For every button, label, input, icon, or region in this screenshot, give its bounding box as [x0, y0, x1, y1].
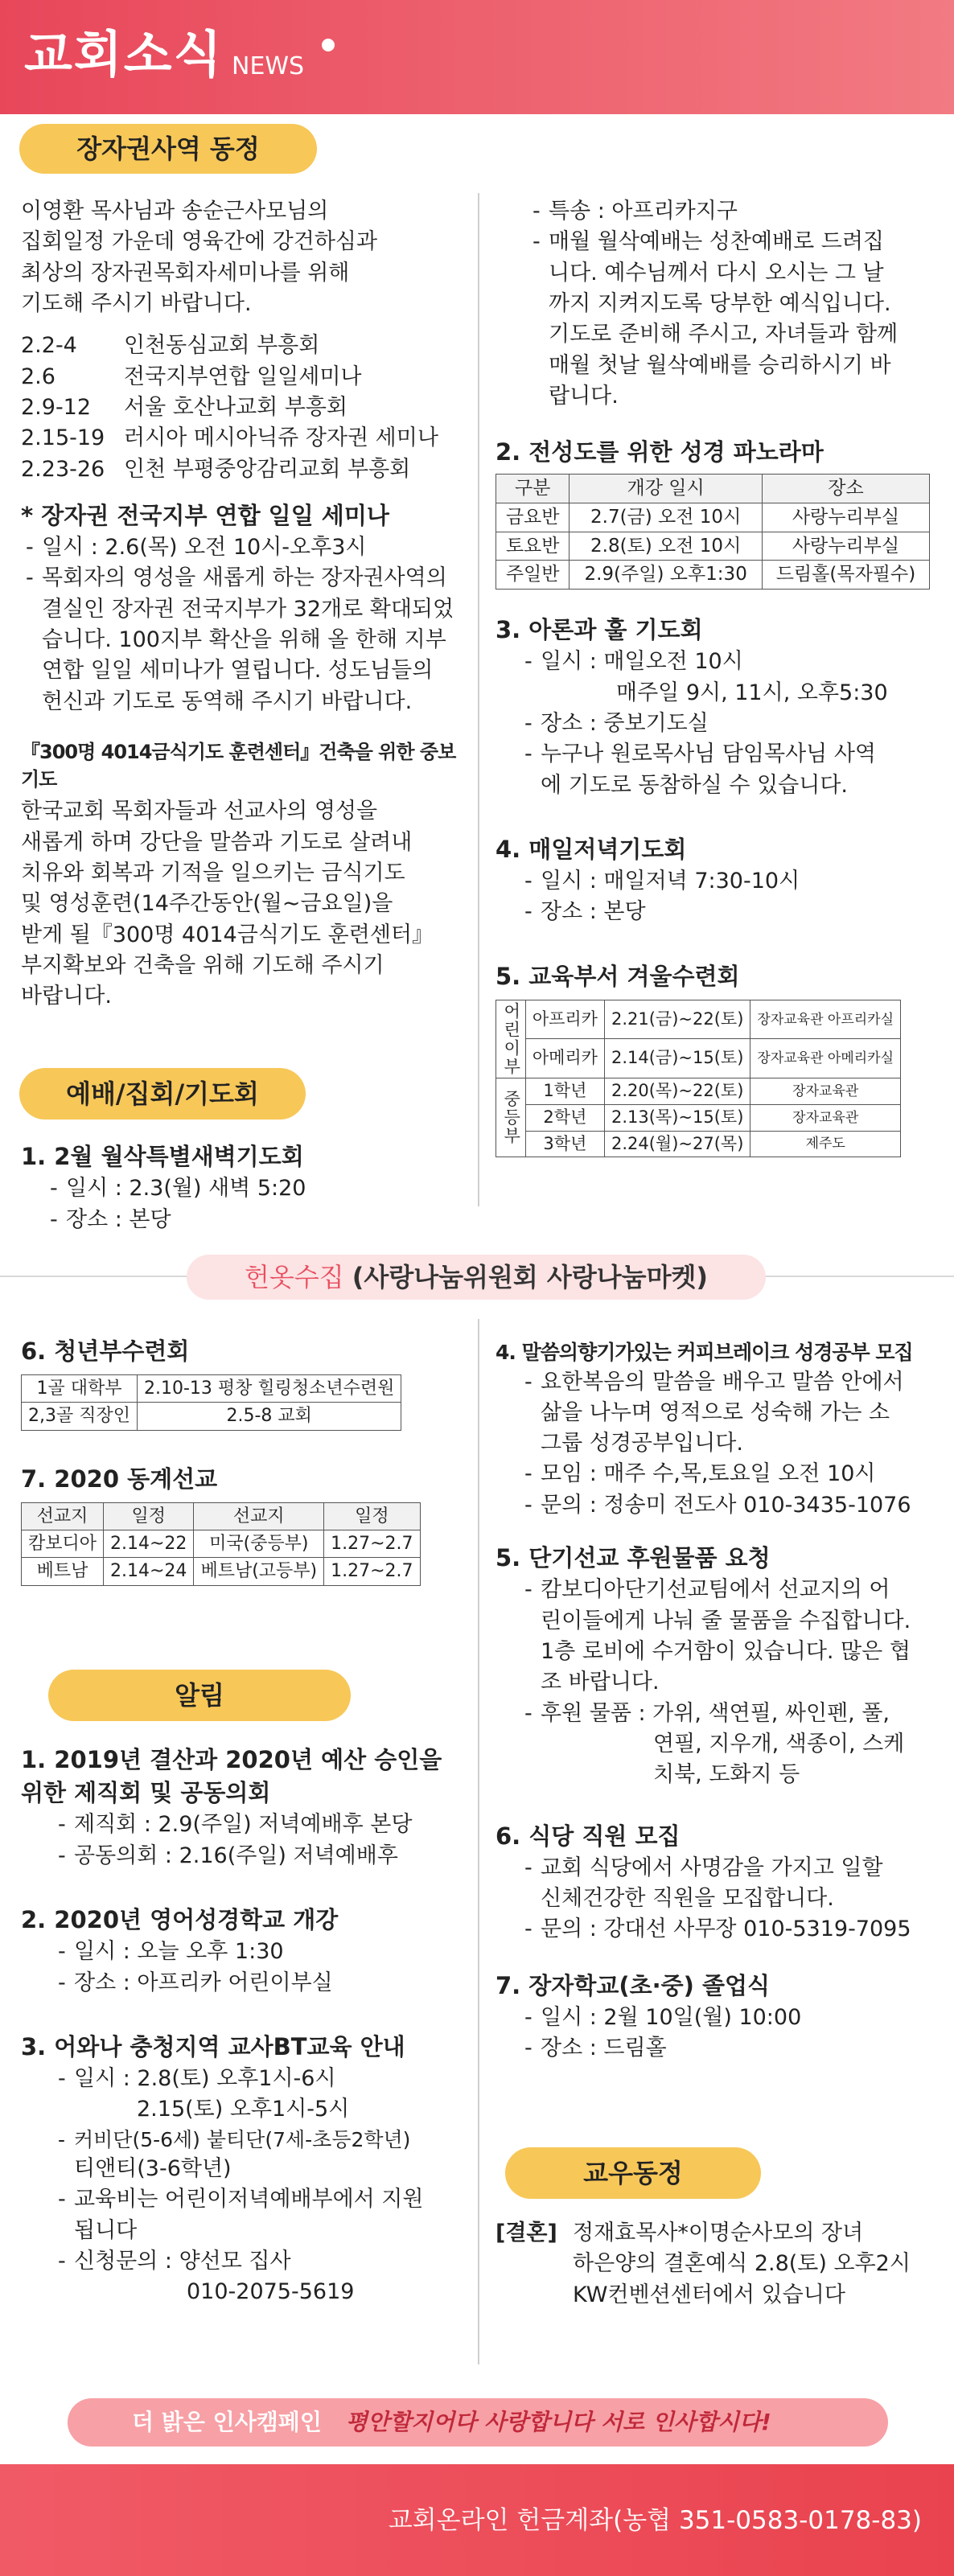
notice3-a1: - 일시 : 2.8(토) 오후1시-6시 — [53, 2064, 471, 2094]
notice3-c — [53, 2184, 471, 2246]
jangja-section — [21, 196, 471, 1013]
schedule-row — [21, 392, 471, 423]
monthly-line: 랍니다. — [549, 383, 619, 409]
table-row — [496, 1104, 901, 1131]
member-tag: [결혼] — [496, 2221, 557, 2245]
table-row — [22, 1403, 401, 1430]
mission-cell: 1.27~2.7 — [324, 1530, 420, 1558]
footer-account: 교회온라인 헌금계좌(농협 351-0583-0178-83) — [388, 2506, 922, 2535]
table-row — [496, 532, 930, 561]
dawn-place: - 장소 : 본당 — [45, 1205, 471, 1235]
notice2-a: - 일시 : 오늘 오후 1:30 — [53, 1937, 471, 1967]
edu-cell: 장자교육관 아프리카실 — [750, 1000, 901, 1039]
center-desc-line: 한국교회 목회자들과 선교사의 영성을 — [21, 799, 378, 824]
panorama-cell: 사랑누리부실 — [762, 532, 929, 561]
table-row — [496, 1000, 901, 1039]
edu-cell: 제주도 — [750, 1131, 901, 1157]
youth-title: 6. 청년부수련회 — [21, 1337, 190, 1365]
seminar-desc-line: 결실인 장자권 전국지부가 32개로 확대되었 — [42, 596, 454, 622]
jangja-intro-line: 이영환 목사님과 송순근사모님의 — [21, 199, 329, 224]
dawn-title: 1. 2월 월삭특별새벽기도회 — [21, 1143, 304, 1170]
notice3-d1: - 신청문의 : 양선모 집사 — [53, 2246, 471, 2277]
r4-desc-line: - 요한복음의 말씀을 배우고 말씀 안에서 — [541, 1369, 904, 1395]
table-row — [496, 561, 930, 590]
member-section — [496, 2218, 946, 2311]
panorama-header: 구분 — [496, 475, 570, 503]
right-bottom-section — [496, 1338, 946, 2064]
notice2-b: - 장소 : 아프리카 어린이부실 — [53, 1968, 471, 1999]
monthly-worship — [528, 227, 946, 412]
center-desc-line: 부지확보와 건축을 위해 기도해 주시기 — [21, 952, 384, 978]
notice3-a2: 2.15(토) 오후1시-5시 — [137, 2097, 350, 2122]
edu-cell: 1학년 — [525, 1078, 604, 1104]
edu-cell: 장자교육관 아메리카실 — [750, 1039, 901, 1078]
notice1-title-line: 1. 2019년 결산과 2020년 예산 승인을 — [21, 1746, 442, 1773]
campaign-slogan: 평안할지어다 사랑합니다 서로 인사합시다! — [345, 2409, 771, 2436]
youth-cell: 2.5-8 교회 — [138, 1403, 401, 1430]
notice1-a: - 제직회 : 2.9(주일) 저녁예배후 본당 — [53, 1810, 471, 1840]
section-pill-notice: 알림 — [48, 1670, 351, 1721]
schedule-event: 서울 호산나교회 부흥회 — [124, 394, 347, 420]
panorama-header: 장소 — [762, 475, 929, 503]
mission-cell: 캄보디아 — [22, 1530, 104, 1558]
center-desc-line: 새롭게 하며 강단을 말씀과 기도로 살려내 — [21, 829, 413, 855]
aaron-desc-line: 에 기도로 동참하실 수 있습니다. — [541, 772, 848, 798]
r5-title: 5. 단기선교 후원물품 요청 — [496, 1544, 771, 1572]
mission-cell: 2.14~24 — [104, 1558, 194, 1585]
edu-cell: 장자교육관 — [750, 1078, 901, 1104]
notice3-c-line: 됩니다 — [74, 2217, 138, 2243]
center-title: 『300명 4014금식기도 훈련센터』건축을 위한 중보기도 — [21, 741, 456, 791]
panorama-cell: 2.7(금) 오전 10시 — [570, 503, 763, 532]
aaron-date: - 일시 : 매일오전 10시 — [520, 647, 946, 677]
mission-cell: 2.14~22 — [104, 1530, 194, 1558]
panorama-table — [496, 474, 930, 590]
r6-title: 6. 식당 직원 모집 — [496, 1822, 681, 1850]
panorama-title: 2. 전성도를 위한 성경 파노라마 — [496, 438, 824, 466]
notice3-title: 3. 어와나 충청지역 교사BT교육 안내 — [21, 2032, 405, 2060]
mission-cell: 미국(중등부) — [194, 1530, 324, 1558]
edu-cell: 장자교육관 — [750, 1104, 901, 1131]
r4-desc-line: 삶을 나누며 영적으로 성숙해 가는 소 — [541, 1399, 890, 1425]
panorama-cell: 금요반 — [496, 503, 570, 532]
monthly-line: 까지 지켜지도록 당부한 예식입니다. — [549, 290, 891, 316]
header-subtitle: NEWS — [232, 52, 305, 80]
r4-desc — [520, 1367, 946, 1460]
schedule-row — [21, 423, 471, 454]
center-desc-line: 바랍니다. — [21, 984, 112, 1009]
campaign-label: 더 밝은 인사캠페인 — [132, 2409, 322, 2436]
notice1-b: - 공동의회 : 2.16(주일) 저녁예배후 — [53, 1841, 471, 1871]
notice2-title: 2. 2020년 영어성경학교 개강 — [21, 1906, 339, 1933]
monthly-line: - 매월 월삭예배는 성찬예배로 드려집 — [549, 229, 884, 255]
center-desc-line: 받게 될『300명 4014금식기도 훈련센터』 — [21, 922, 434, 947]
column-divider-top — [478, 193, 479, 1206]
seminar-desc-line: 헌신과 기도로 동역해 주시기 바랍니다. — [42, 688, 413, 714]
schedule-row — [21, 331, 471, 361]
schedule-date: 2.15-19 — [21, 425, 105, 451]
mission-cell: 베트남 — [22, 1558, 104, 1585]
r7-date: - 일시 : 2월 10일(월) 10:00 — [520, 2003, 946, 2033]
table-row — [22, 1530, 421, 1558]
mission-header: 일정 — [324, 1502, 420, 1530]
panorama-cell: 사랑누리부실 — [762, 503, 929, 532]
column-divider-bottom — [478, 1319, 479, 2364]
r5-items: - 후원 물품 : 가위, 색연필, 싸인펜, 풀, — [520, 1699, 946, 1729]
notice1-title-line: 위한 제직회 및 공동의회 — [21, 1779, 271, 1807]
edu-cell: 아메리카 — [525, 1039, 604, 1078]
aaron-place: - 장소 : 중보기도실 — [520, 709, 946, 739]
seminar-desc-line: - 목회자의 영성을 새롭게 하는 장자권사역의 — [42, 565, 447, 591]
r4-meet: - 모임 : 매주 수,목,토요일 오전 10시 — [520, 1459, 946, 1489]
mission-table — [21, 1502, 421, 1586]
notice3-b1: - 커비단(5-6세) 붙티단(7세-초등2학년) — [53, 2126, 471, 2155]
monthly-line: 매월 첫날 월삭예배를 승리하시기 바 — [549, 352, 891, 378]
table-row — [496, 1078, 901, 1104]
clothing-banner — [187, 1255, 766, 1300]
youth-cell: 1골 대학부 — [22, 1375, 138, 1403]
edu-cell: 2.14(금)~15(토) — [604, 1039, 750, 1078]
member-line: 정재효목사*이명순사모의 장녀 — [573, 2221, 864, 2245]
schedule-row — [21, 454, 471, 485]
youth-cell: 2.10-13 평창 힐링청소년수련원 — [138, 1375, 401, 1403]
r7-place: - 장소 : 드림홀 — [520, 2033, 946, 2064]
seminar-desc-line: 습니다. 100지부 확산을 위해 올 한해 지부 — [42, 627, 446, 653]
center-desc-line: 치유와 회복과 기적을 일으키는 금식기도 — [21, 860, 405, 885]
jangja-intro-line: 기도해 주시기 바랍니다. — [21, 290, 252, 316]
panorama-cell: 드림홀(목자필수) — [762, 561, 929, 590]
r5-desc-line: 1층 로비에 수거함이 있습니다. 많은 협 — [541, 1638, 911, 1664]
section-pill-worship: 예배/집회/기도회 — [19, 1068, 306, 1120]
mission-header: 일정 — [104, 1502, 194, 1530]
edu-cell: 2학년 — [525, 1104, 604, 1131]
panorama-cell: 2.9(주일) 오후1:30 — [570, 561, 763, 590]
seminar-desc — [21, 563, 471, 717]
special-song: - 특송 : 아프리카지구 — [528, 196, 946, 227]
member-lines — [573, 2218, 911, 2311]
edu-cell: 2.13(목)~15(토) — [604, 1104, 750, 1131]
evening-date: - 일시 : 매일저녁 7:30-10시 — [520, 866, 946, 897]
r5-desc-line: 조 바랍니다. — [541, 1670, 660, 1695]
mission-header: 선교지 — [22, 1502, 104, 1530]
right-top-section — [496, 196, 946, 1157]
r4-contact: - 문의 : 정송미 전도사 010-3435-1076 — [520, 1490, 946, 1521]
mission-cell: 1.27~2.7 — [324, 1558, 420, 1585]
jangja-schedule — [21, 331, 471, 485]
campaign-bar — [68, 2398, 888, 2447]
r4-desc-line: 그룹 성경공부입니다. — [541, 1431, 743, 1456]
table-row — [22, 1375, 401, 1403]
edu-cell: 2.21(금)~22(토) — [604, 1000, 750, 1039]
header — [0, 0, 954, 114]
schedule-date: 2.9-12 — [21, 394, 92, 420]
seminar-desc-line: 연합 일일 세미나가 열립니다. 성도님들의 — [42, 658, 434, 684]
evening-title: 4. 매일저녁기도회 — [496, 835, 687, 863]
youth-table — [21, 1374, 401, 1430]
monthly-line: 기도로 준비해 주시고, 자녀들과 함께 — [549, 322, 898, 347]
schedule-date: 2.2-4 — [21, 333, 77, 359]
center-desc-line: 및 영성훈련(14주간동안(월~금요일)을 — [21, 891, 393, 917]
jangja-intro-line: 최상의 장자권목회자세미나를 위해 — [21, 260, 350, 286]
panorama-cell: 주일반 — [496, 561, 570, 590]
notice3-d2: 010-2075-5619 — [187, 2279, 355, 2305]
header-title: 교회소식 — [24, 25, 224, 84]
edu-group: 중등부 — [496, 1078, 526, 1157]
r6-desc-line: - 교회 식당에서 사명감을 가지고 일할 — [541, 1855, 883, 1880]
member-line: KW컨벤션센터에서 있습니다 — [573, 2282, 845, 2307]
edu-title: 5. 교육부서 겨울수련회 — [496, 962, 740, 990]
schedule-event: 인천동심교회 부흥회 — [124, 333, 320, 359]
aaron-desc-line: - 누구나 원로목사님 담임목사님 사역 — [541, 742, 876, 767]
r4-title: 4. 말씀의향기가있는 커피브레이크 성경공부 모집 — [496, 1341, 913, 1364]
panorama-header: 개강 일시 — [570, 475, 763, 503]
panorama-cell: 토요반 — [496, 532, 570, 561]
footer — [0, 2464, 954, 2576]
edu-cell: 2.24(월)~27(목) — [604, 1131, 750, 1157]
monthly-line: 니다. 예수님께서 다시 오시는 그 날 — [549, 260, 884, 286]
schedule-event: 전국지부연합 일일세미나 — [124, 364, 362, 389]
worship-section — [21, 1140, 471, 1235]
youth-section — [21, 1335, 471, 1586]
r6-contact: - 문의 : 강대선 사무장 010-5319-7095 — [520, 1914, 946, 1945]
table-row — [22, 1558, 421, 1585]
notice3-c-line: - 교육비는 어린이저녁예배부에서 지원 — [74, 2187, 424, 2212]
edu-group: 어린이부 — [496, 1000, 526, 1078]
banner-part1: 헌옷수집 — [244, 1262, 344, 1292]
schedule-row — [21, 362, 471, 392]
notice1-title — [21, 1744, 471, 1810]
schedule-event: 인천 부평중앙감리교회 부흥회 — [124, 456, 411, 482]
table-row — [496, 1131, 901, 1157]
aaron-date-2: 매주일 9시, 11시, 오후5:30 — [616, 680, 888, 705]
dawn-date: - 일시 : 2.3(월) 새벽 5:20 — [45, 1173, 471, 1204]
panorama-cell: 2.8(토) 오전 10시 — [570, 532, 763, 561]
jangja-intro-line: 집회일정 가운데 영육간에 강건하심과 — [21, 229, 378, 255]
section-pill-member: 교우동정 — [505, 2147, 761, 2199]
r7-title: 7. 장자학교(초·중) 졸업식 — [496, 1971, 771, 1999]
mission-cell: 베트남(고등부) — [194, 1558, 324, 1585]
r5-desc — [520, 1575, 946, 1698]
edu-table — [496, 1000, 901, 1157]
jangja-intro — [21, 196, 471, 319]
edu-cell: 2.20(목)~22(토) — [604, 1078, 750, 1104]
table-row — [496, 503, 930, 532]
schedule-date: 2.23-26 — [21, 456, 105, 482]
seminar-title: * 장자권 전국지부 연합 일일 세미나 — [21, 501, 389, 529]
schedule-date: 2.6 — [21, 364, 56, 389]
youth-cell: 2,3골 직장인 — [22, 1403, 138, 1430]
header-dot-icon — [322, 39, 335, 51]
center-desc — [21, 796, 471, 1012]
edu-cell: 3학년 — [525, 1131, 604, 1157]
evening-place: - 장소 : 본당 — [520, 897, 946, 927]
r5-items-2: 연필, 지우개, 색종이, 스케 — [653, 1731, 905, 1756]
mission-title: 7. 2020 동계선교 — [21, 1465, 218, 1493]
notice3-b2: 티앤티(3-6학년) — [74, 2156, 232, 2182]
mission-header: 선교지 — [194, 1502, 324, 1530]
member-line: 하은양의 결혼예식 2.8(토) 오후2시 — [573, 2251, 911, 2277]
edu-cell: 아프리카 — [525, 1000, 604, 1039]
notice-section — [21, 1744, 471, 2308]
aaron-desc — [520, 739, 946, 801]
seminar-date: - 일시 : 2.6(목) 오전 10시-오후3시 — [21, 532, 471, 563]
r5-desc-line: - 캄보디아단기선교팀에서 선교지의 어 — [541, 1577, 890, 1603]
r5-desc-line: 린이들에게 나눠 줄 물품을 수집합니다. — [541, 1608, 911, 1633]
table-row — [496, 1039, 901, 1078]
r5-items-3: 치북, 도화지 등 — [653, 1762, 800, 1788]
schedule-event: 러시아 메시아닉쥬 장자권 세미나 — [124, 425, 438, 451]
aaron-title: 3. 아론과 훌 기도회 — [496, 616, 703, 644]
section-pill-jangja: 장자권사역 동정 — [19, 124, 317, 174]
banner-part2: (사랑나눔위원회 사랑나눔마켓) — [352, 1262, 709, 1292]
r6-desc-line: 신체건강한 직원을 모집합니다. — [541, 1886, 834, 1912]
r6-desc — [520, 1853, 946, 1915]
